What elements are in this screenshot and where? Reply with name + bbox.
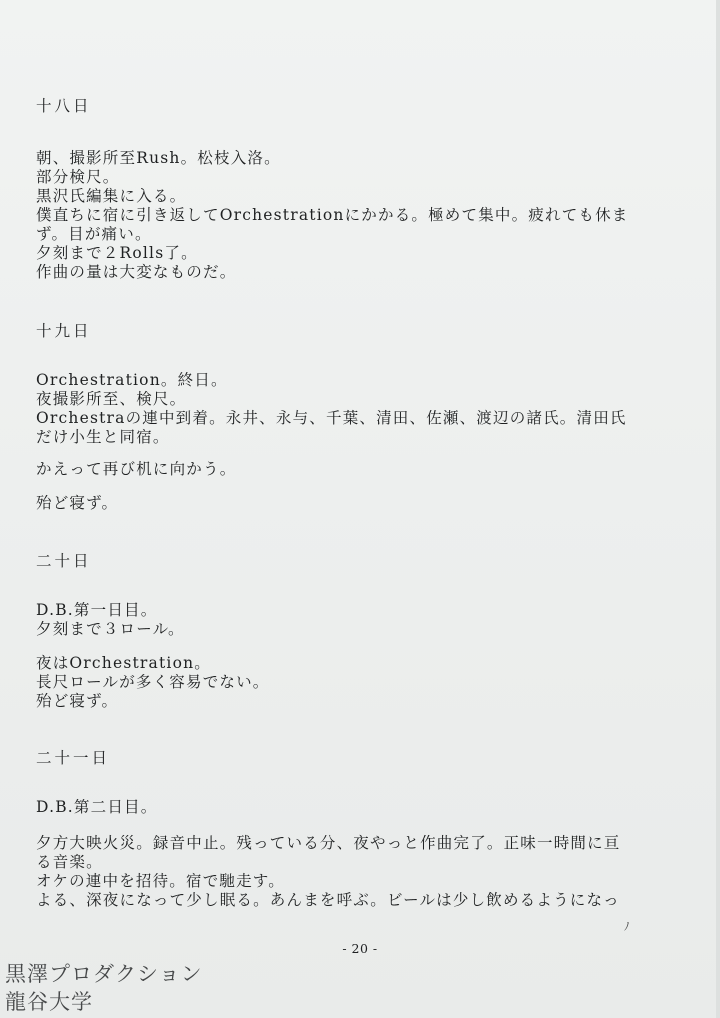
paper-edge bbox=[716, 0, 720, 1018]
day-21-heading: 二十一日 bbox=[36, 749, 111, 767]
day-19-line-4: だけ小生と同宿。 bbox=[36, 428, 170, 446]
day-18-line-1: 朝、撮影所至Rush。松枝入洛。 bbox=[36, 149, 281, 167]
day-20-line-5: 殆ど寝ず。 bbox=[36, 692, 119, 710]
watermark-university: 龍谷大学 bbox=[5, 990, 93, 1014]
margin-mark: ﾉ bbox=[624, 920, 630, 933]
day-19-line-5: かえって再び机に向かう。 bbox=[36, 460, 237, 478]
day-21-line-1: D.B.第二日目。 bbox=[36, 798, 158, 816]
day-20-heading: 二十日 bbox=[36, 552, 92, 570]
day-21-line-2: 夕方大映火災。録音中止。残っている分、夜やっと作曲完了。正味一時間に亘 bbox=[36, 834, 621, 852]
watermark-production: 黒澤プロダクション bbox=[5, 962, 203, 986]
day-20-line-4: 長尺ロールが多く容易でない。 bbox=[36, 673, 270, 691]
day-18-line-6: 夕刻まで２Rolls了。 bbox=[36, 244, 198, 262]
day-21-line-5: よる、深夜になって少し眠る。あんまを呼ぶ。ビールは少し飲めるようになっ bbox=[36, 891, 620, 909]
day-18-line-3: 黒沢氏編集に入る。 bbox=[36, 187, 187, 205]
day-20-line-2: 夕刻まで３ロール。 bbox=[36, 620, 185, 638]
day-21-line-4: オケの連中を招待。宿で馳走す。 bbox=[36, 872, 285, 890]
day-19-line-6: 殆ど寝ず。 bbox=[36, 494, 119, 512]
day-19-line-3: Orchestraの連中到着。永井、永与、千葉、清田、佐瀬、渡辺の諸氏。清田氏 bbox=[36, 409, 627, 427]
day-19-line-1: Orchestration。終日。 bbox=[36, 371, 228, 389]
day-19-line-2: 夜撮影所至、検尺。 bbox=[36, 390, 187, 408]
day-18-line-7: 作曲の量は大変なものだ。 bbox=[36, 263, 237, 281]
day-20-line-3: 夜はOrchestration。 bbox=[36, 654, 211, 672]
day-18-line-4: 僕直ちに宿に引き返してOrchestrationにかかる。極めて集中。疲れても休ま bbox=[36, 206, 629, 224]
day-18-line-2: 部分検尺。 bbox=[36, 168, 120, 186]
day-19-heading: 十九日 bbox=[36, 322, 92, 340]
day-18-heading: 十八日 bbox=[36, 97, 92, 115]
day-20-line-1: D.B.第一日目。 bbox=[36, 601, 158, 619]
day-21-line-3: る音楽。 bbox=[36, 853, 103, 871]
page-number: - 20 - bbox=[342, 941, 378, 956]
day-18-line-5: ず。目が痛い。 bbox=[36, 225, 152, 243]
